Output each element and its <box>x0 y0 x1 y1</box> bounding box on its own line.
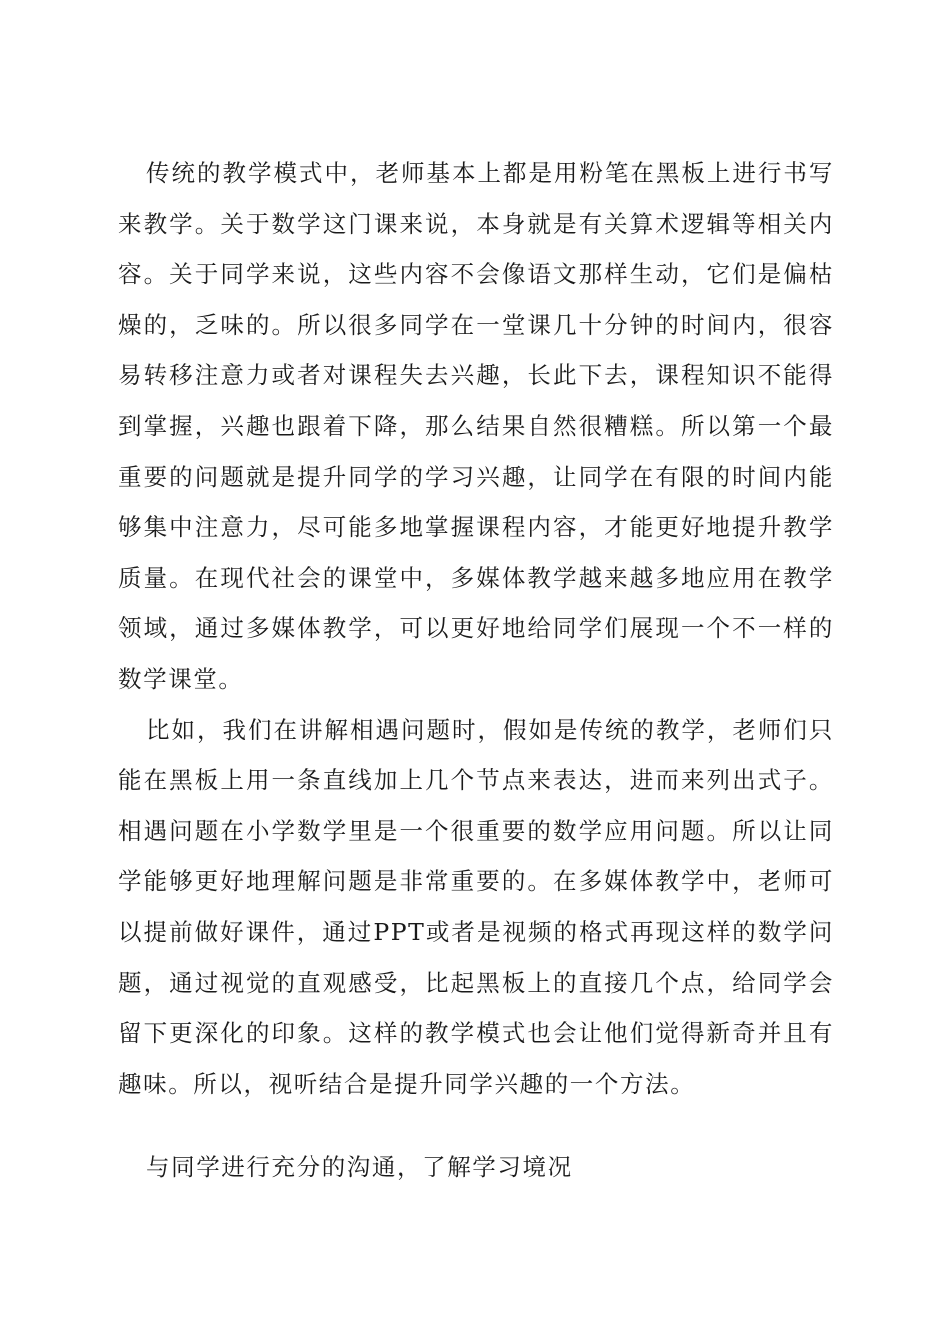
document-body <box>118 148 834 1109</box>
section-heading: 与同学进行充分的沟通，了解学习境况 <box>146 1153 573 1181</box>
paragraph-2: 比如，我们在讲解相遇问题时，假如是传统的教学，老师们只能在黑板上用一条直线加上几个节点来表达，进而来列出式子。相遇问题在小学数学里是一个很重要的数学应用问题。所以让同学能够更好地理解问题是非常重要的。在多媒体教学中，老师可以提前做好课件，通过PPT或者是视频的格式再现这样的数学问题，通过视觉的直观感受，比起黑板上的直接几个点，给同学会留下更深化的印象。这样的教学模式也会让他们觉得新奇并且有趣味。所以，视听结合是提升同学兴趣的一个方法。 <box>118 715 834 1098</box>
paragraph-1: 传统的教学模式中，老师基本上都是用粉笔在黑板上进行书写来教学。关于数学这门课来说，本身就是有关算术逻辑等相关内容。关于同学来说，这些内容不会像语文那样生动，它们是偏枯燥的，乏味的。所以很多同学在一堂课几十分钟的时间内，很容易转移注意力或者对课程失去兴趣，长此下去，课程知识不能得到掌握，兴趣也跟着下降，那么结果自然很糟糕。所以第一个最重要的问题就是提升同学的学习兴趣，让同学在有限的时间内能够集中注意力，尽可能多地掌握课程内容，才能更好地提升教学质量。在现代社会的课堂中，多媒体教学越来越多地应用在教学领域，通过多媒体教学，可以更好地给同学们展现一个不一样的数学课堂。 <box>118 159 834 693</box>
